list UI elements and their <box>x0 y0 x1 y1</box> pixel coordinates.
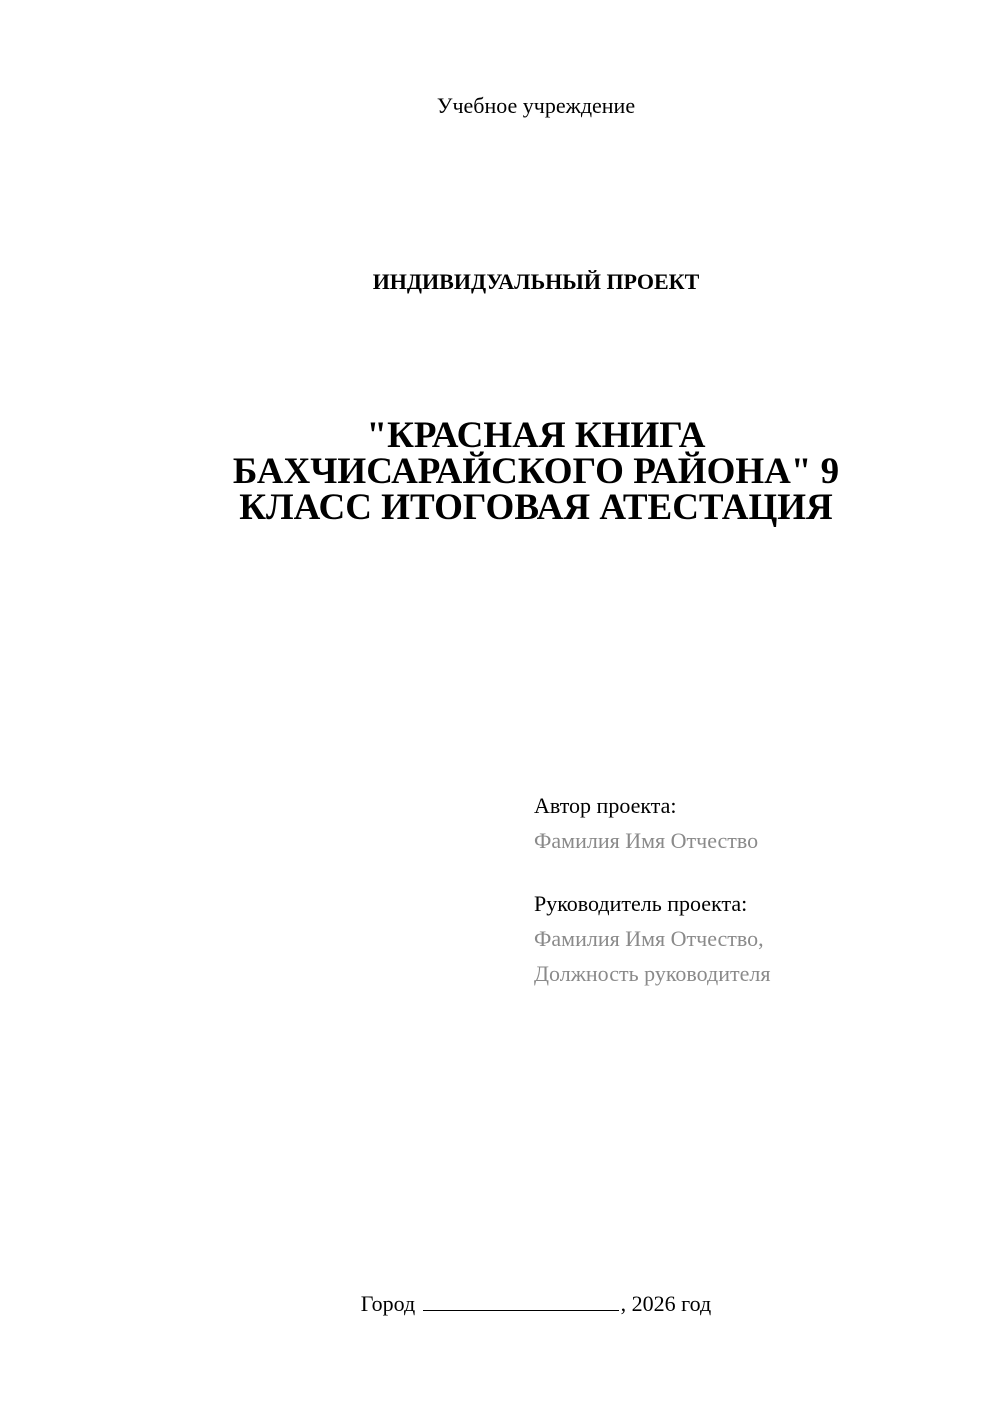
year-text: , 2026 год <box>620 1291 712 1316</box>
document-title-line-1: "КРАСНАЯ КНИГА <box>366 415 706 456</box>
city-blank-line <box>423 1290 619 1311</box>
document-type-heading: ИНДИВИДУАЛЬНЫЙ ПРОЕКТ <box>372 269 700 294</box>
document-title-line-2: БАХЧИСАРАЙСКОГО РАЙОНА" 9 <box>232 451 840 492</box>
footer-city-year <box>0 1290 1000 1318</box>
city-label: Город <box>360 1291 416 1316</box>
supervisor-name: Фамилия Имя Отчество, <box>534 926 764 951</box>
document-title <box>200 415 872 528</box>
institution-name: Учебное учреждение <box>436 93 636 118</box>
author-name: Фамилия Имя Отчество <box>534 828 759 853</box>
credits-block <box>534 788 974 991</box>
supervisor-position: Должность руководителя <box>534 961 771 986</box>
supervisor-label: Руководитель проекта: <box>534 891 748 916</box>
author-label: Автор проекта: <box>534 793 677 818</box>
document-title-line-3: КЛАСС ИТОГОВАЯ АТЕСТАЦИЯ <box>239 487 833 528</box>
credits-spacer <box>534 858 974 886</box>
